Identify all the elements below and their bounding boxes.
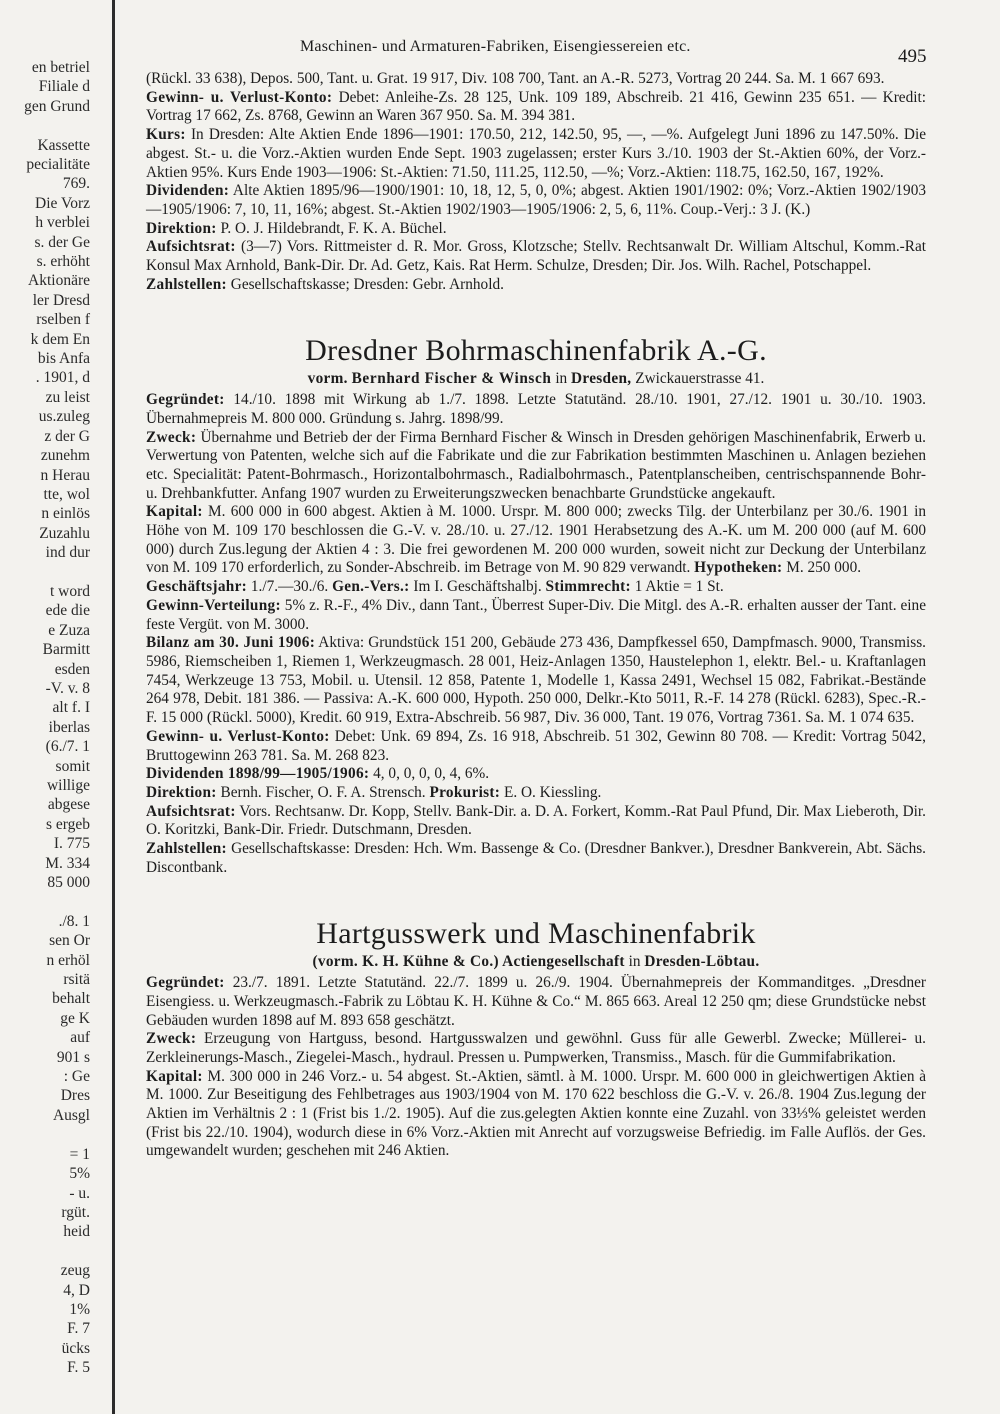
company1-title: Dresdner Bohrmaschinenfabrik A.-G. bbox=[305, 334, 767, 368]
left-fragment-line: zeug bbox=[60, 1262, 90, 1280]
left-fragment-line: sen Or bbox=[49, 932, 90, 950]
company1-bilanz-label: Bilanz am 30. Juni 1906: bbox=[146, 634, 316, 652]
left-fragment-line: rsitä bbox=[63, 971, 90, 989]
left-fragment-line: esden bbox=[54, 660, 90, 678]
company1-gegr-label: Gegründet: bbox=[146, 391, 225, 409]
left-fragment-line: ede die bbox=[45, 602, 90, 620]
left-fragment-line: ind dur bbox=[45, 544, 90, 562]
prev-dir-text: P. O. J. Hildebrandt, F. K. A. Büchel. bbox=[220, 219, 447, 237]
left-fragment-line bbox=[0, 116, 96, 135]
company1-zs-label: Zahlstellen: bbox=[146, 840, 227, 858]
company1-bilanz bbox=[146, 634, 926, 728]
company1-zs-text: Gesellschaftskasse: Dresden: Hch. Wm. Bassenge & Co. (Dresdner Bankver.), Dresdner Bankverein, Abt. Sächs. Discontbank. bbox=[146, 840, 927, 876]
prev-intro: (Rückl. 33 638), Depos. 500, Tant. u. Grat. 19 917, Div. 108 700, Tant. an A.-R. 5273, Vortrag 20 244. Sa. M. 1 667 693. bbox=[146, 70, 885, 87]
company1-dir-text: Bernh. Fischer, O. F. A. Strensch. bbox=[220, 783, 426, 801]
company1-zweck bbox=[146, 429, 926, 504]
left-fragment-line: F. 5 bbox=[67, 1359, 90, 1377]
left-fragment-line: gen Grund bbox=[24, 97, 90, 115]
left-fragment-line: us.zuleg bbox=[38, 408, 90, 426]
left-fragment-line: zu leist bbox=[45, 388, 90, 406]
company2-former-name: (vorm. K. H. Kühne & Co.) Actiengesellschaft bbox=[312, 953, 625, 971]
company1-guv-label: Gewinn- u. Verlust-Konto: bbox=[146, 727, 330, 745]
company2-zweck-text: Erzeugung von Hartguss, besond. Hartgusswalzen und gewöhnl. Guss für alle Gewerbl. Zwecke; Müllerei- u. Zerkleinerungs-Masch., Ziegelei-Masch., hydraul. Pressen u. Pumpwerken, Transmiss., Masch. für die Gummifabrikation. bbox=[146, 1030, 926, 1066]
left-column-fragment bbox=[0, 58, 96, 1377]
prev-zs-label: Zahlstellen: bbox=[146, 275, 227, 293]
left-fragment-line: willige bbox=[46, 777, 90, 794]
left-fragment-line: n einlös bbox=[41, 505, 90, 523]
company1-subtitle bbox=[146, 370, 926, 389]
prev-direktion bbox=[146, 220, 926, 239]
left-fragment-line: 5% bbox=[69, 1165, 90, 1183]
company1-ar-label: Aufsichtsrat: bbox=[146, 802, 236, 820]
left-fragment-line bbox=[0, 892, 96, 911]
company1-zweck-text: Übernahme und Betrieb der der Firma Bernhard Fischer & Winsch in Dresden gehörigen Maschinenfabrik, Erwerb u. Verwertung von Patenten, welche sich auf die Fabrikate und die zur Fabrikation bestimmten Maschinen u. Anlagen beziehen etc. Specialität: Patent-Bohrmasch., Horizontalbohrmasch., Radialbohrmasch., Patentplanscheiben, centrischspannende Bohr- u. Drehbankfutter. Anfang 1907 wurden zu Erweiterungszwecken benachbarte Grundstücke angekauft. bbox=[146, 428, 926, 502]
left-fragment-line: tte, wol bbox=[43, 485, 90, 503]
company1-div-label: Dividenden 1898/99—1905/1906: bbox=[146, 765, 370, 783]
company1-gegr-text: 14./10. 1898 mit Wirkung ab 1./7. 1898. Letzte Statutänd. 28./10. 1901, 27./12. 1901 u. 30./10. 1903. Übernahmepreis M. 800 000. Gründung s. Jahrg. 1898/99. bbox=[146, 391, 926, 427]
prev-kurs bbox=[146, 126, 926, 182]
left-fragment-line: bis Anfa bbox=[37, 350, 90, 368]
company1-kapital bbox=[146, 503, 926, 578]
left-fragment-line: heid bbox=[63, 1223, 90, 1241]
left-fragment-line: k dem En bbox=[30, 330, 90, 348]
company1-dir-label: Direktion: bbox=[146, 783, 217, 801]
company2-in: in bbox=[628, 953, 641, 971]
left-fragment-line: Die Vorz bbox=[35, 194, 90, 212]
company1-street: Zwickauerstrasse 41. bbox=[635, 370, 765, 388]
left-fragment-line: auf bbox=[70, 1029, 90, 1047]
company1-gj-label: Geschäftsjahr: bbox=[146, 578, 248, 596]
running-head: Maschinen- und Armaturen-Fabriken, Eisengiessereien etc. bbox=[300, 38, 691, 55]
left-fragment-line: (6./7. 1 bbox=[45, 738, 90, 756]
left-fragment-line bbox=[0, 1242, 96, 1261]
company1-in: in bbox=[555, 370, 568, 388]
main-column bbox=[146, 70, 926, 1410]
company1-gewvert-label: Gewinn-Verteilung: bbox=[146, 596, 281, 614]
company2-zweck bbox=[146, 1030, 926, 1067]
left-fragment-line: = 1 bbox=[69, 1145, 90, 1163]
left-fragment-line: : Ge bbox=[63, 1068, 90, 1086]
company1-gv-label: Gen.-Vers.: bbox=[332, 578, 410, 596]
left-fragment-line: Kassette bbox=[37, 136, 90, 154]
left-fragment-line bbox=[0, 563, 96, 582]
left-fragment-line bbox=[0, 1125, 96, 1144]
company1-dividenden bbox=[146, 765, 926, 784]
company1-aufsichtsrat bbox=[146, 803, 926, 840]
company1-prok-label: Prokurist: bbox=[429, 783, 501, 801]
left-fragment-line: h verblei bbox=[35, 214, 90, 232]
left-fragment-line: F. 7 bbox=[67, 1320, 90, 1338]
prev-guv-text: Debet: Anleihe-Zs. 28 125, Unk. 109 189, Abschreib. 21 416, Gewinn 235 651. — Kredit: Vortrag 17 662, Zs. 8768, Gewinn an Waren 367 950. Sa. M. 394 381. bbox=[146, 88, 926, 125]
left-fragment-line: I. 775 bbox=[53, 835, 90, 853]
company1-gv-text: Im I. Geschäftshalbj. bbox=[413, 578, 542, 596]
company2-subtitle bbox=[146, 953, 926, 972]
left-fragment-line: n Herau bbox=[40, 466, 90, 484]
company1-guv-text: Debet: Unk. 69 894, Zs. 16 918, Abschreib. 51 302, Gewinn 80 708. — Kredit: Vortrag 5042, Bruttogewinn 263 781. Sa. M. 268 823. bbox=[146, 727, 927, 764]
company1-stimm-text: 1 Aktie = 1 St. bbox=[634, 578, 724, 596]
left-fragment-line: Ausgl bbox=[52, 1106, 90, 1124]
company1-gewvert-text: 5% z. R.-F., 4% Div., dann Tant., Überrest Super-Div. Die Mitgl. des A.-R. erhalten ausser der Tant. eine feste Vergüt. von M. 3000. bbox=[146, 596, 926, 633]
company1-gj-text: 1./7.—30./6. bbox=[250, 578, 329, 596]
company1-gewinnverteilung bbox=[146, 597, 926, 634]
company1-gegruendet bbox=[146, 391, 926, 428]
left-fragment-line: 85 000 bbox=[47, 874, 90, 892]
company2-city: Dresden-Löbtau. bbox=[644, 953, 760, 971]
left-fragment-line: s ergeb bbox=[45, 815, 90, 833]
company2-zweck-label: Zweck: bbox=[146, 1030, 197, 1048]
left-fragment-line: alt f. I bbox=[52, 699, 90, 717]
company1-ar-text: Vors. Rechtsanw. Dr. Kopp, Stellv. Bank-Dir. a. D. A. Forkert, Komm.-Rat Paul Pfund, Dir. Max Lieberoth, Dir. O. Koritzki, Bank-Dir. Friedr. Dutschmann, Dresden. bbox=[146, 802, 926, 839]
company2-gegruendet bbox=[146, 974, 926, 1030]
left-fragment-line: Barmitt bbox=[42, 641, 90, 659]
company1-hypo-label: Hypotheken: bbox=[694, 559, 783, 577]
company1-city: Dresden, bbox=[571, 370, 632, 388]
left-fragment-line: abgese bbox=[47, 796, 90, 814]
company1-zweck-label: Zweck: bbox=[146, 428, 197, 446]
left-fragment-line: n erhöl bbox=[46, 951, 90, 969]
company2-kapital-label: Kapital: bbox=[146, 1067, 203, 1085]
left-fragment-line: - u. bbox=[69, 1184, 90, 1202]
company1-guv bbox=[146, 728, 926, 765]
left-fragment-line: behalt bbox=[52, 990, 90, 1008]
company1-hypo-text: M. 250 000. bbox=[786, 559, 862, 577]
company1-stimm-label: Stimmrecht: bbox=[545, 578, 631, 596]
left-fragment-line: Aktionäre bbox=[28, 272, 90, 290]
left-fragment-line: 4, D bbox=[63, 1281, 90, 1299]
left-fragment-line: s. der Ge bbox=[34, 233, 90, 251]
company2-gegr-label: Gegründet: bbox=[146, 974, 225, 992]
left-fragment-line: M. 334 bbox=[45, 854, 90, 872]
prev-guv bbox=[146, 89, 926, 126]
left-fragment-line: s. erhöht bbox=[36, 253, 90, 271]
page-number: 495 bbox=[898, 46, 927, 67]
company1-prok-text: E. O. Kiessling. bbox=[503, 783, 602, 801]
left-fragment-line: ./8. 1 bbox=[58, 912, 90, 930]
left-fragment-line: Zuzahlu bbox=[39, 524, 90, 542]
left-fragment-line: 1% bbox=[69, 1300, 90, 1318]
prev-dividenden bbox=[146, 182, 926, 219]
left-fragment-line: e Zuza bbox=[48, 621, 90, 639]
company2-kapital-text: M. 300 000 in 246 Vorz.- u. 54 abgest. St.-Aktien, sämtl. à M. 1000. Urspr. M. 600 000 in gleichwertigen Aktien à M. 1000. Zur Beseitigung des Fehlbetrages aus 1903/1904 von M. 170 622 beschloss die G.-V. v. 26./8. 1904 Zus.legung der Aktien im Verhältnis 2 : 1 (Frist bis 1./2. 1905). Auf die zus.gelegten Aktien konnte eine Zuzahl. von 33⅓% geleistet werden (Frist bis 22./10. 1904), wodurch diese in 6% Vorz.-Aktien mit Anrecht auf vorzugsweise Befriedig. im Falle Auflös. der Ges. umgewandelt wurden; geschehen mit 246 Aktien. bbox=[146, 1067, 927, 1160]
prev-kurs-text: In Dresden: Alte Aktien Ende 1896—1901: 170.50, 212, 142.50, 95, —, —%. Aufgelegt Juni 1896 zu 147.50%. Die abgest. St.- u. die Vorz.-Aktien wurden Ende Sept. 1903 zugelassen; erster Kurs 3./10. 1903 der St.-Aktien 60%, der Vorz.-Aktien 95%. Kurs Ende 1903—1906: St.-Aktien: 71.50, 111.25, 112.50, —%; Vorz.-Aktien: 118.75, 162.50, 167, 192%. bbox=[146, 126, 926, 181]
left-fragment-line: t word bbox=[49, 582, 90, 600]
prev-aufsichtsrat bbox=[146, 238, 926, 275]
company1-vorm: vorm. bbox=[307, 370, 348, 388]
prev-ar-label: Aufsichtsrat: bbox=[146, 238, 236, 256]
prev-dir-label: Direktion: bbox=[146, 219, 217, 237]
left-fragment-line: 901 s bbox=[56, 1048, 90, 1066]
left-fragment-line: Filiale d bbox=[38, 78, 90, 96]
prev-zahlstellen bbox=[146, 276, 926, 295]
prev-div-label: Dividenden: bbox=[146, 182, 230, 200]
left-fragment-line: rgüt. bbox=[61, 1203, 90, 1221]
company1-div-text: 4, 0, 0, 0, 0, 4, 6%. bbox=[373, 765, 490, 783]
company2-title: Hartgusswerk und Maschinenfabrik bbox=[316, 917, 756, 951]
left-fragment-line: somit bbox=[55, 757, 90, 775]
column-divider bbox=[112, 0, 115, 1414]
prev-guv-label: Gewinn- u. Verlust-Konto: bbox=[146, 88, 333, 106]
company1-direktion bbox=[146, 784, 926, 803]
company1-kapital-text: M. 600 000 in 600 abgest. Aktien à M. 1000. Urspr. M. 800 000; zwecks Tilg. der Unterbilanz per 30./6. 1901 in Höhe von M. 109 170 beschlossen die G.-V. v. 28./10. u. 27./12. 1901 Herabsetzung des A.-K. um M. 200 000 (auf M. 600 000) durch Zus.legung der Aktien 4 : 3. Die frei gewordenen M. 200 000 wurden, soweit nicht zur Deckung der Unterbilanz von M. 109 170 erforderlich, zu Sonder-Abschreib. im Betrage von M. 90 829 verwandt. bbox=[146, 503, 926, 577]
left-fragment-line: . 1901, d bbox=[35, 369, 90, 387]
prev-zs-text: Gesellschaftskasse; Dresden: Gebr. Arnhold. bbox=[230, 275, 504, 293]
left-fragment-line: ler Dresd bbox=[32, 291, 90, 309]
left-fragment-line: ge K bbox=[60, 1009, 90, 1027]
left-fragment-line: en betriel bbox=[31, 59, 90, 76]
left-fragment-line: zunehm bbox=[40, 447, 90, 465]
company1-zahlstellen bbox=[146, 840, 926, 877]
company2-kapital bbox=[146, 1068, 926, 1162]
prev-div-text: Alte Aktien 1895/96—1900/1901: 10, 18, 12, 5, 0, 0%; abgest. Aktien 1901/1902: 0%; Vorz.-Aktien 1902/1903—1905/1906: 7, 10, 11, 16%; abgest. St.-Aktien 1902/1903—1905/1906: 2, 5, 6, 11%. Coup.-Verj.: 3 J. (K.) bbox=[146, 182, 927, 218]
left-fragment-line: iberlas bbox=[48, 718, 90, 736]
company2-gegr-text: 23./7. 1891. Letzte Statutänd. 22./7. 1899 u. 26./9. 1904. Übernahmepreis der Kommanditges. „Dresdner Eisengiess. u. Werkzeugmasch.-Fabrik zu Löbtau K. H. Kühne & Co.“ M. 865 663. Areal 12 250 qm; diese Grundstücke nebst Gebäuden wurden 1898 auf M. 893 658 geschätzt. bbox=[146, 974, 926, 1029]
left-fragment-line: pecialitäte bbox=[26, 156, 90, 174]
company1-geschaeftsjahr bbox=[146, 578, 926, 597]
company1-bilanz-text: Aktiva: Grundstück 151 200, Gebäude 273 436, Dampfkessel 650, Dampfmasch. 9000, Transmiss. 5986, Riemscheiben 1, Riemen 1, Werkzeugmasch. 28 001, Heiz-Anlagen 1350, Haustelephon 1, elektr. Bel.- u. Kraftanlagen 7454, Werkzeuge 13 753, Mobil. u. Utensil. 12 858, Patente 1, Modelle 1, Kassa 2491, Wechsel 15 082, Fabrikat.-Bestände 264 978, Debit. 181 386. — Passiva: A.-K. 600 000, Hypoth. 250 000, Delkr.-Kto 5011, R.-F. 14 278 (Rückl. 6283), Spec.-R.-F. 15 000 (Rückl. 5000), Kredit. 60 919, Extra-Abschreib. 56 987, Div. 36 000, Tant. 19 076, Vortrag 7361. Sa. M. 1 074 635. bbox=[146, 634, 926, 727]
company1-kapital-label: Kapital: bbox=[146, 503, 203, 521]
left-fragment-line: rselben f bbox=[36, 311, 90, 329]
left-fragment-line: Dres bbox=[60, 1087, 90, 1105]
company1-former-name: Bernhard Fischer & Winsch bbox=[351, 370, 552, 388]
prev-ar-text: (3—7) Vors. Rittmeister d. R. Mor. Gross, Klotzsche; Stellv. Rechtsanwalt Dr. William Altschul, Komm.-Rat Konsul Max Arnhold, Bank-Dir. Dr. Ad. Getz, Kais. Rat Herm. Schulze, Dresden; Dir. Jos. Wilh. Rachel, Potschappel. bbox=[146, 238, 926, 275]
left-fragment-line: ücks bbox=[61, 1339, 90, 1357]
left-fragment-line: z der G bbox=[44, 427, 90, 445]
left-fragment-line: -V. v. 8 bbox=[45, 679, 90, 697]
prev-kurs-label: Kurs: bbox=[146, 126, 186, 144]
left-fragment-line: 769. bbox=[62, 175, 90, 193]
